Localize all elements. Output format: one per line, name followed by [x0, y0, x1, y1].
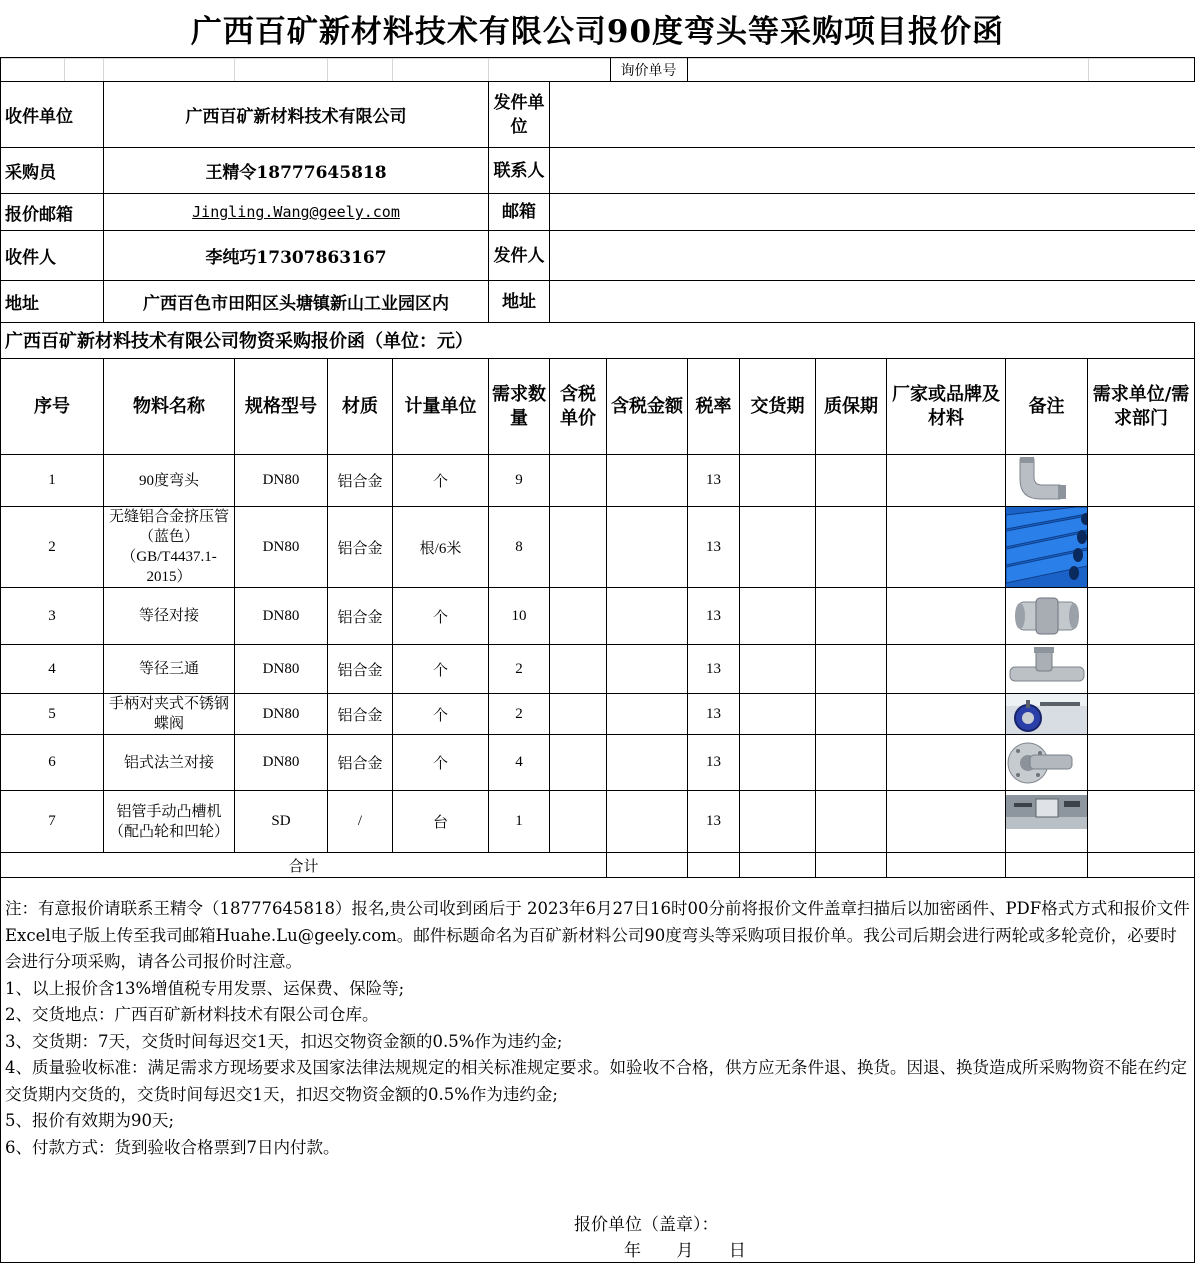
col-header: 需求单位/需求部门	[1088, 359, 1195, 455]
cell-unit-price[interactable]	[550, 694, 607, 735]
recipient-label: 收件人	[1, 231, 104, 281]
coupling-icon	[1006, 588, 1088, 644]
note-item: 1、以上报价含13%增值税专用发票、运保费、保险等;	[5, 978, 405, 998]
cell-amount[interactable]	[607, 791, 688, 853]
cell-qty: 9	[489, 455, 550, 507]
cell-material: 铝合金	[328, 645, 393, 694]
cell-warranty[interactable]	[816, 507, 887, 588]
sender-unit-input[interactable]	[550, 82, 1195, 148]
table-row	[1, 694, 1195, 735]
buyer-label: 采购员	[1, 148, 104, 194]
section-title: 广西百矿新材料技术有限公司物资采购报价函（单位：元）	[0, 322, 1195, 358]
cell-tax: 13	[688, 735, 740, 791]
table-row	[1, 507, 1195, 588]
note-item: 4、质量验收标准：满足需求方现场要求及国家法律法规规定的相关标准规定要求。如验收不合格，供方应无条件退、换货。因退、换货造成所采购物资不能在约定交货期内交货的，交货时间每迟交1天，扣迟交物资金额的0.5%作为违约金;	[5, 1058, 1187, 1104]
cell-remark	[1006, 455, 1088, 507]
cell-unit: 个	[393, 588, 489, 645]
contact-input[interactable]	[550, 148, 1195, 194]
total-label: 合计	[1, 853, 607, 878]
note-intro: 注：有意报价请联系王精令（18777645818）报名,贵公司收到函后于 2023年6月27日16时00分前将报价文件盖章扫描后以加密函件、PDF格式方式和报价文件Excel电子版上传至我司邮箱Huahe.Lu@geely.com。邮件标题命名为百矿新材料公司90度弯头等采购项目报价单。我公司后期会进行两轮或多轮竞价，必要时会进行分项采购，请各公司报价时注意。	[5, 899, 1190, 971]
cell-spec: DN80	[235, 507, 328, 588]
table-row	[1, 455, 1195, 507]
cell-unit-price[interactable]	[550, 645, 607, 694]
col-header: 厂家或品牌及材料	[887, 359, 1006, 455]
cell-brand[interactable]	[887, 645, 1006, 694]
cell-delivery[interactable]	[740, 735, 816, 791]
signature-label: 报价单位（盖章）：	[574, 1215, 719, 1235]
quote-email-label: 报价邮箱	[1, 194, 104, 231]
note-item: 5、报价有效期为90天;	[5, 1111, 175, 1130]
col-header: 需求数量	[489, 359, 550, 455]
cell-unit-price[interactable]	[550, 588, 607, 645]
sender-unit-label: 发件单位	[489, 82, 550, 148]
cell-amount[interactable]	[607, 507, 688, 588]
grooving-machine-icon	[1006, 791, 1088, 852]
col-header: 交货期	[740, 359, 816, 455]
butterfly-valve-icon	[1006, 694, 1088, 734]
cell-spec: DN80	[235, 588, 328, 645]
contact-label: 联系人	[489, 148, 550, 194]
cell-brand[interactable]	[887, 507, 1006, 588]
cell-brand[interactable]	[887, 588, 1006, 645]
cell-warranty[interactable]	[816, 455, 887, 507]
cell-qty: 2	[489, 694, 550, 735]
tee-icon	[1006, 645, 1088, 693]
notes-block	[0, 868, 1195, 1263]
col-header: 含税金额	[607, 359, 688, 455]
date-month: 月	[676, 1241, 694, 1261]
cell-tax: 13	[688, 588, 740, 645]
table-row	[1, 645, 1195, 694]
cell-brand[interactable]	[887, 735, 1006, 791]
cell-warranty[interactable]	[816, 588, 887, 645]
inquiry-number-label: 询价单号	[620, 62, 677, 79]
cell-dept[interactable]	[1088, 588, 1195, 645]
col-header: 计量单位	[393, 359, 489, 455]
cell-amount[interactable]	[607, 588, 688, 645]
cell-amount[interactable]	[607, 694, 688, 735]
cell-remark	[1006, 588, 1088, 645]
cell-amount[interactable]	[607, 455, 688, 507]
col-header: 物料名称	[104, 359, 235, 455]
items-table	[0, 358, 1195, 878]
cell-unit-price[interactable]	[550, 791, 607, 853]
cell-material: 铝合金	[328, 735, 393, 791]
cell-amount[interactable]	[607, 645, 688, 694]
cell-remark	[1006, 791, 1088, 853]
cell-spec: DN80	[235, 735, 328, 791]
cell-brand[interactable]	[887, 455, 1006, 507]
cell-dept[interactable]	[1088, 791, 1195, 853]
cell-spec: SD	[235, 791, 328, 853]
cell-spec: DN80	[235, 694, 328, 735]
cell-material: 铝合金	[328, 455, 393, 507]
cell-unit: 台	[393, 791, 489, 853]
cell-name: 等径对接	[104, 588, 235, 645]
cell-qty: 2	[489, 645, 550, 694]
cell-qty: 10	[489, 588, 550, 645]
cell-no: 4	[1, 645, 104, 694]
table-row	[1, 735, 1195, 791]
header-info-table	[0, 81, 1195, 323]
note-item: 6、付款方式：货到验收合格票到7日内付款。	[5, 1137, 340, 1157]
cell-remark	[1006, 694, 1088, 735]
cell-brand[interactable]	[887, 694, 1006, 735]
cell-no: 7	[1, 791, 104, 853]
cell-name: 90度弯头	[104, 455, 235, 507]
quote-email-link[interactable]: Jingling.Wang@geely.com	[192, 203, 400, 221]
cell-tax: 13	[688, 507, 740, 588]
cell-no: 5	[1, 694, 104, 735]
cell-material: 铝合金	[328, 588, 393, 645]
cell-delivery[interactable]	[740, 694, 816, 735]
cell-name: 无缝铝合金挤压管（蓝色）（GB/T4437.1-2015）	[104, 507, 235, 588]
note-item: 2、交货地点：广西百矿新材料技术有限公司仓库。	[5, 1005, 379, 1024]
cell-material: /	[328, 791, 393, 853]
cell-dept[interactable]	[1088, 455, 1195, 507]
date-line	[624, 1236, 776, 1261]
cell-name: 铝管手动凸槽机（配凸轮和凹轮）	[104, 791, 235, 853]
table-row	[1, 588, 1195, 645]
cell-no: 3	[1, 588, 104, 645]
cell-delivery[interactable]	[740, 507, 816, 588]
email-label: 邮箱	[489, 194, 550, 231]
cell-delivery[interactable]	[740, 645, 816, 694]
cell-material: 铝合金	[328, 694, 393, 735]
note-item: 3、交货期：7天，交货时间每迟交1天，扣迟交物资金额的0.5%作为违约金;	[5, 1031, 563, 1051]
buyer-value: 王精令18777645818	[104, 148, 489, 194]
cell-tax: 13	[688, 791, 740, 853]
cell-no: 6	[1, 735, 104, 791]
flange-icon	[1006, 735, 1088, 790]
cell-material: 铝合金	[328, 507, 393, 588]
cell-no: 2	[1, 507, 104, 588]
table-row	[1, 791, 1195, 853]
cell-warranty[interactable]	[816, 791, 887, 853]
cell-no: 1	[1, 455, 104, 507]
cell-qty: 4	[489, 735, 550, 791]
col-header: 税率	[688, 359, 740, 455]
cell-remark	[1006, 645, 1088, 694]
cell-unit: 个	[393, 735, 489, 791]
cell-remark	[1006, 507, 1088, 588]
sender-label: 发件人	[489, 231, 550, 281]
cell-unit: 个	[393, 455, 489, 507]
cell-name: 等径三通	[104, 645, 235, 694]
col-header: 材质	[328, 359, 393, 455]
cell-delivery[interactable]	[740, 588, 816, 645]
cell-qty: 8	[489, 507, 550, 588]
recipient-value: 李纯巧17307863167	[104, 231, 489, 281]
cell-tax: 13	[688, 455, 740, 507]
cell-remark	[1006, 735, 1088, 791]
cell-unit-price[interactable]	[550, 455, 607, 507]
cell-spec: DN80	[235, 645, 328, 694]
cell-brand[interactable]	[887, 791, 1006, 853]
cell-unit: 个	[393, 645, 489, 694]
cell-unit: 根/6米	[393, 507, 489, 588]
blue-pipes-icon	[1006, 507, 1088, 587]
cell-name: 铝式法兰对接	[104, 735, 235, 791]
address-label: 地址	[1, 281, 104, 323]
cell-warranty[interactable]	[816, 694, 887, 735]
cell-tax: 13	[688, 645, 740, 694]
cell-amount[interactable]	[607, 735, 688, 791]
col-header: 序号	[1, 359, 104, 455]
cell-qty: 1	[489, 791, 550, 853]
cell-warranty[interactable]	[816, 645, 887, 694]
cell-dept[interactable]	[1088, 645, 1195, 694]
sender-address-input[interactable]	[550, 281, 1195, 323]
cell-tax: 13	[688, 694, 740, 735]
col-header: 规格型号	[235, 359, 328, 455]
receiver-unit-label: 收件单位	[1, 82, 104, 148]
date-day: 日	[728, 1241, 746, 1261]
address-value: 广西百色市田阳区头塘镇新山工业园区内	[104, 281, 489, 323]
cell-spec: DN80	[235, 455, 328, 507]
cell-unit-price[interactable]	[550, 507, 607, 588]
email-input[interactable]	[550, 194, 1195, 231]
cell-dept[interactable]	[1088, 694, 1195, 735]
sender-input[interactable]	[550, 231, 1195, 281]
elbow-icon	[1006, 455, 1088, 506]
receiver-unit-value: 广西百矿新材料技术有限公司	[104, 82, 489, 148]
cell-unit-price[interactable]	[550, 735, 607, 791]
sender-address-label: 地址	[489, 281, 550, 323]
date-year: 年	[624, 1241, 641, 1261]
table-header-row	[1, 359, 1195, 455]
cell-delivery[interactable]	[740, 455, 816, 507]
col-header: 含税单价	[550, 359, 607, 455]
cell-dept[interactable]	[1088, 507, 1195, 588]
col-header: 备注	[1006, 359, 1088, 455]
page-title: 广西百矿新材料技术有限公司90度弯头等采购项目报价函	[0, 0, 1195, 58]
cell-warranty[interactable]	[816, 735, 887, 791]
col-header: 质保期	[816, 359, 887, 455]
cell-name: 手柄对夹式不锈钢蝶阀	[104, 694, 235, 735]
cell-delivery[interactable]	[740, 791, 816, 853]
cell-dept[interactable]	[1088, 735, 1195, 791]
cell-unit: 个	[393, 694, 489, 735]
